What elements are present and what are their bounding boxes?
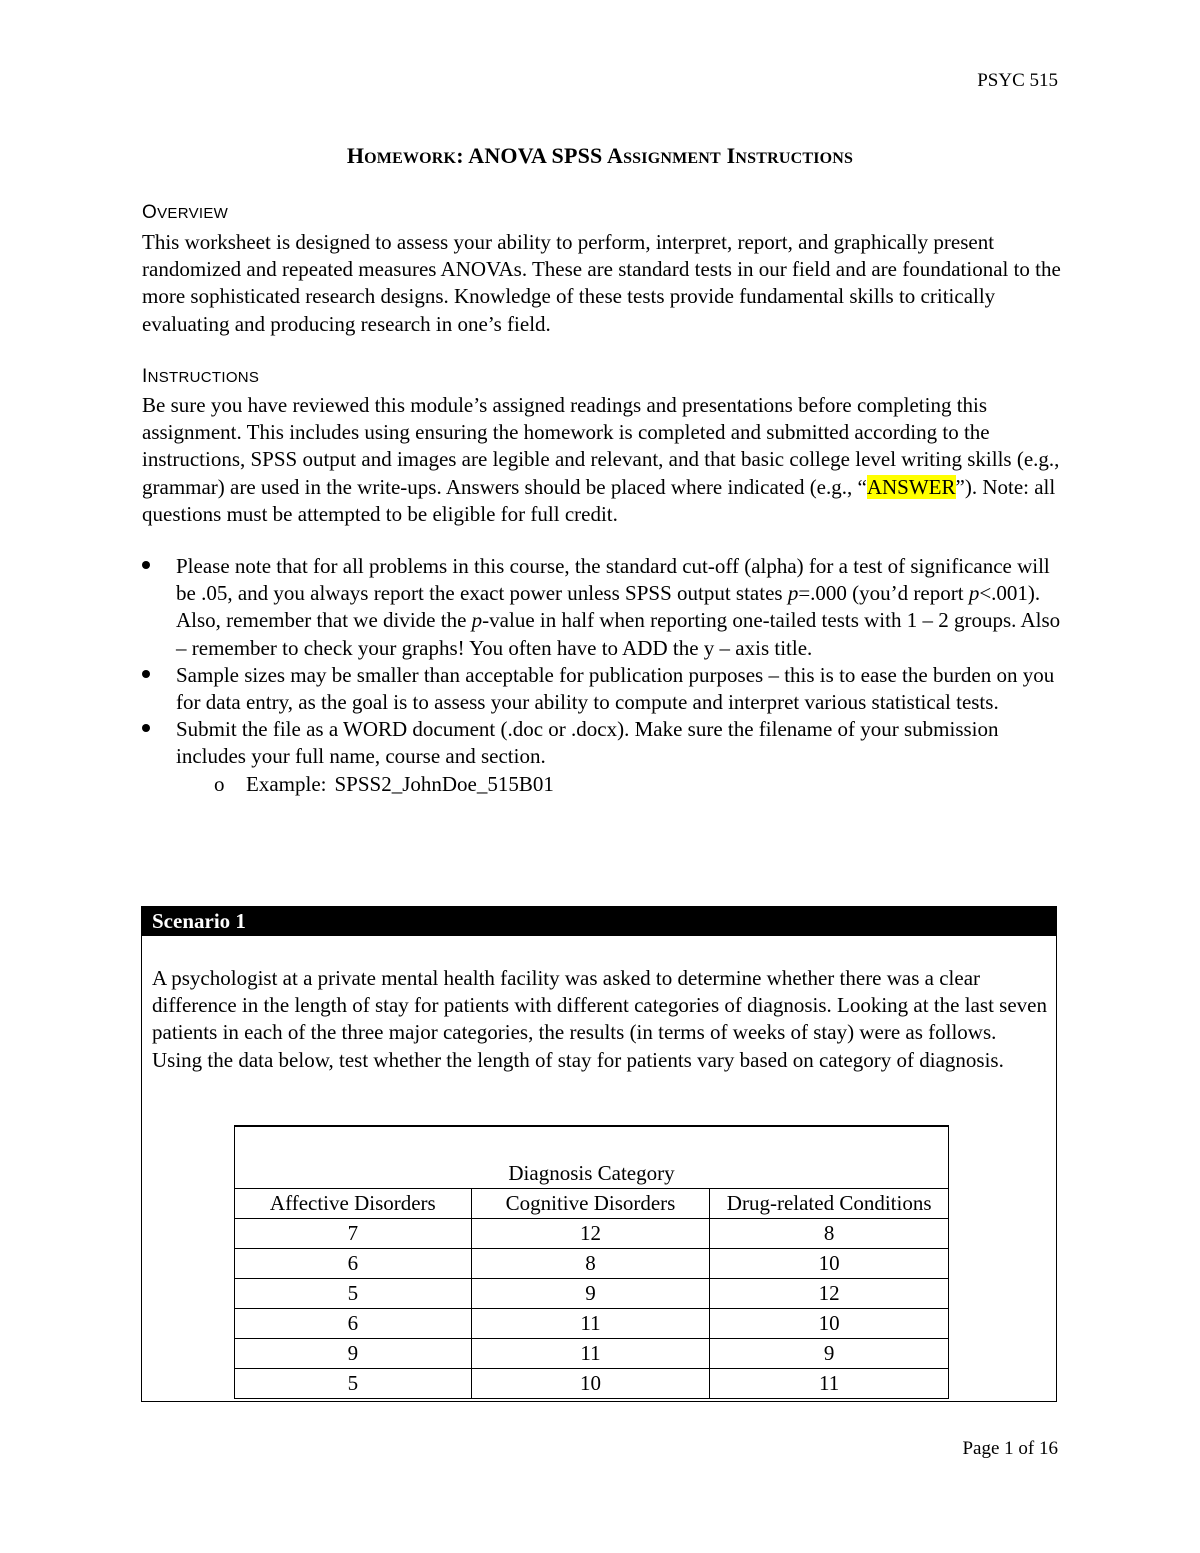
list-item: Sample sizes may be smaller than acceptable for publication purposes – this is to ease the burden on you for data entry, as the goal is to assess your ability to compute and interpret various statistical tests. xyxy=(142,662,1062,716)
scenario-text: A psychologist at a private mental health facility was asked to determine whether there was a clear difference in the length of stay for patients with different categories of diagnosis. Looking at the last seven patients in each of the three major categories, the results (in terms of weeks of stay) were as follows. Using the data below, test whether the length of stay for patients vary based on category of diagnosis. xyxy=(152,966,1047,1072)
table-cell: 6 xyxy=(235,1249,472,1279)
bullet-icon xyxy=(142,724,150,732)
table-row xyxy=(235,1249,949,1279)
column-header: Affective Disorders xyxy=(235,1189,472,1219)
page-number: Page 1 of 16 xyxy=(962,1438,1058,1459)
instructions-heading: INSTRUCTIONS xyxy=(142,366,260,387)
list-item: Please note that for all problems in this course, the standard cut-off (alpha) for a test of significance will be .05, and you always report the exact power unless SPSS output states p=.000 (you’d report p<.001). Also, remember that we divide the p-value in half when reporting one-tailed tests with 1 – 2 groups. Also – remember to check your graphs! You often have to ADD the y – axis title. xyxy=(142,553,1062,662)
instructions-text: Be sure you have reviewed this module’s assigned readings and presentations before completing this assignment. This includes using ensuring the homework is completed and submitted according to the instructions, SPSS output and images are legible and relevant, and that basic college level writing skills (e.g., grammar) are used in the write-ups. Answers should be placed where indicated (e.g., “ANSWER”). Note: all questions must be attempted to be eligible for full credit. xyxy=(142,393,1060,526)
scenario-box xyxy=(141,906,1057,1402)
title-word: I xyxy=(720,143,736,168)
table-row xyxy=(235,1219,949,1249)
data-table xyxy=(234,1125,949,1399)
table-cell: 7 xyxy=(235,1219,472,1249)
table-caption: Diagnosis Category xyxy=(235,1126,949,1189)
table-cell: 8 xyxy=(710,1219,949,1249)
example-label: Example: xyxy=(246,771,327,796)
table-cell: 9 xyxy=(471,1279,710,1309)
table-row xyxy=(235,1309,949,1339)
overview-text: This worksheet is designed to assess your ability to perform, interpret, report, and graphically present randomized and repeated measures ANOVAs. These are standard tests in our field and are foundational to the more sophisticated research designs. Knowledge of these tests provide fundamental skills to critically evaluating and producing research in one’s field. xyxy=(142,230,1061,336)
answer-highlight: ANSWER xyxy=(866,474,956,499)
example-filename: SPSS2_JohnDoe_515B01 xyxy=(334,771,554,796)
title-word: NSTRUCTIONS xyxy=(735,150,854,167)
table-cell: 11 xyxy=(710,1369,949,1399)
column-header: Cognitive Disorders xyxy=(471,1189,710,1219)
document-title xyxy=(0,143,1200,169)
table-cell: 8 xyxy=(471,1249,710,1279)
table-cell: 9 xyxy=(235,1339,472,1369)
course-code: PSYC 515 xyxy=(977,70,1058,91)
bullet-icon xyxy=(142,561,150,569)
table-row xyxy=(235,1279,949,1309)
table-cell: 5 xyxy=(235,1279,472,1309)
example-item xyxy=(142,771,1062,798)
list-item: Submit the file as a WORD document (.doc or .docx). Make sure the filename of your submission includes your full name, course and section. xyxy=(142,716,1062,770)
table-cell: 12 xyxy=(471,1219,710,1249)
table-cell: 5 xyxy=(235,1369,472,1399)
table-cell: 9 xyxy=(710,1339,949,1369)
table-cell: 11 xyxy=(471,1339,710,1369)
column-header: Drug-related Conditions xyxy=(710,1189,949,1219)
title-word: OMEWORK xyxy=(364,150,457,167)
title-word: SSIGNMENT xyxy=(623,150,721,167)
table-cell: 6 xyxy=(235,1309,472,1339)
table-row xyxy=(235,1339,949,1369)
table-header-row xyxy=(235,1189,949,1219)
overview-heading: OVERVIEW xyxy=(142,202,229,223)
title-letter: H xyxy=(346,143,365,168)
scenario-title: Scenario 1 xyxy=(142,907,1056,936)
sub-bullet-icon: o xyxy=(214,771,225,796)
bullet-icon xyxy=(142,670,150,678)
table-cell: 11 xyxy=(471,1309,710,1339)
instruction-bullets xyxy=(142,553,1062,798)
table-cell: 10 xyxy=(710,1309,949,1339)
table-cell: 10 xyxy=(471,1369,710,1399)
table-cell: 12 xyxy=(710,1279,949,1309)
table-row xyxy=(235,1369,949,1399)
title-word: : ANOVA SPSS A xyxy=(456,143,624,168)
table-cell: 10 xyxy=(710,1249,949,1279)
